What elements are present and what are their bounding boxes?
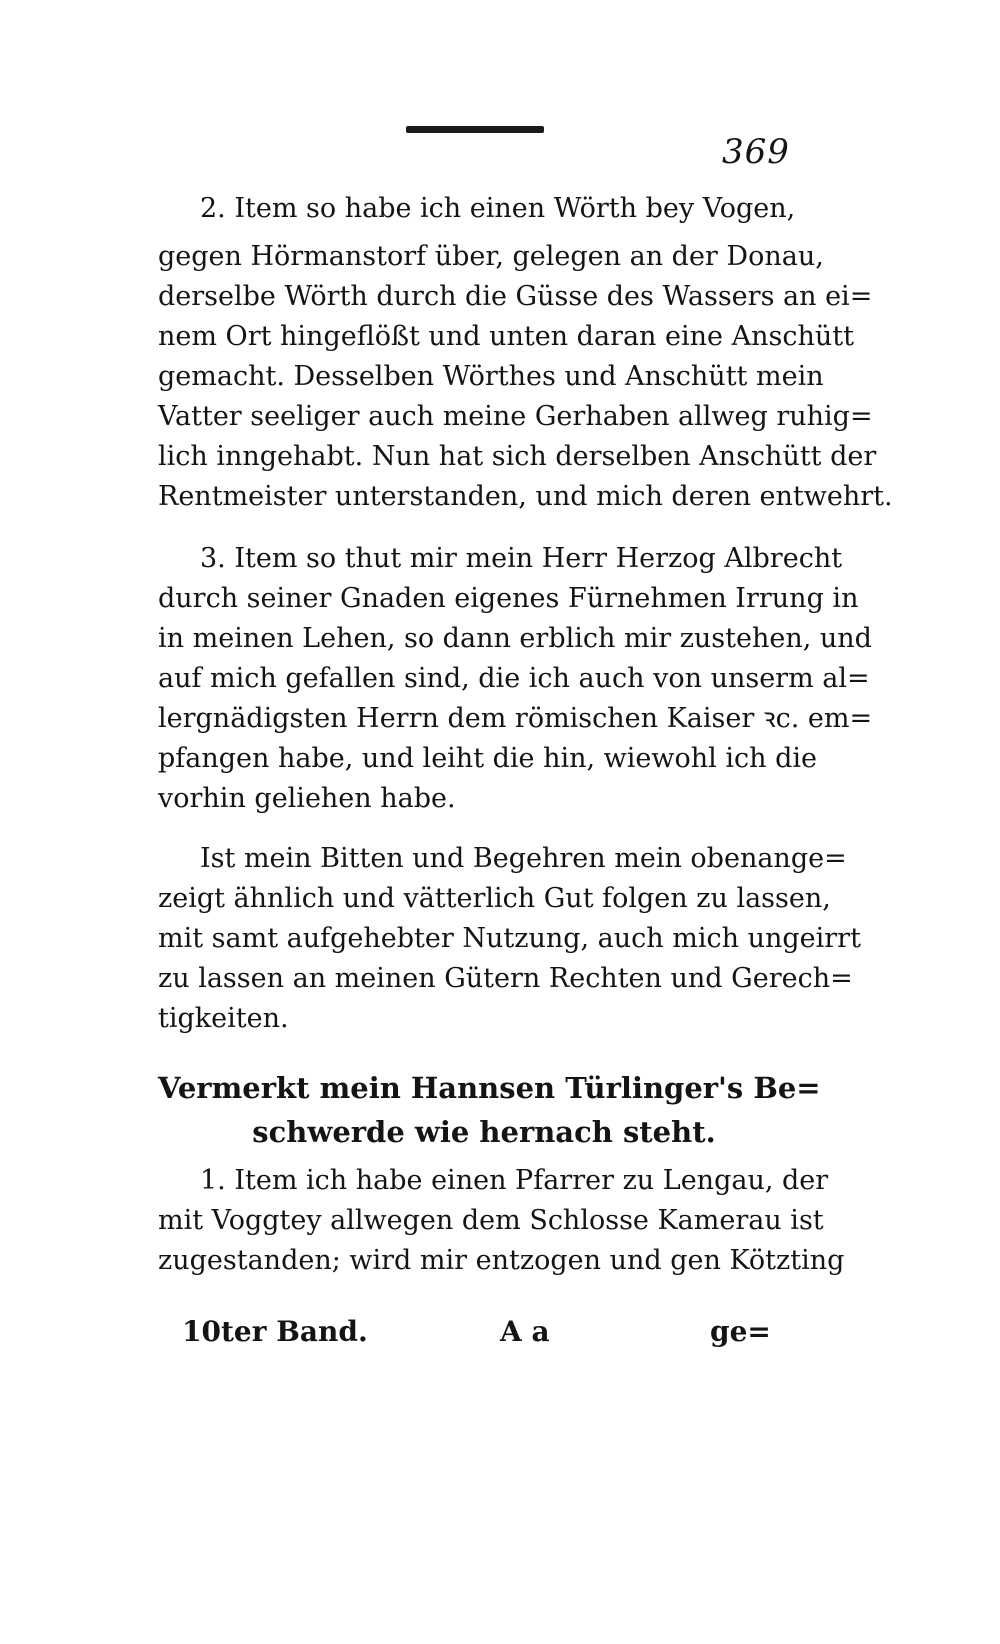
catchword: ge= bbox=[710, 1315, 771, 1348]
text-line: zu lassen an meinen Gütern Rechten und Gerech= bbox=[158, 963, 853, 994]
text-line: mit Voggtey allwegen dem Schlosse Kamerau ist bbox=[158, 1205, 824, 1236]
volume-label: 10ter Band. bbox=[182, 1315, 368, 1348]
text-line: Rentmeister unterstanden, und mich deren entwehrt. bbox=[158, 481, 893, 512]
text-line: Ist mein Bitten und Begehren mein obenange= bbox=[200, 843, 847, 874]
text-line: lich inngehabt. Nun hat sich derselben Anschütt der bbox=[158, 441, 877, 472]
section-heading: Vermerkt mein Hannsen Türlinger's Be= bbox=[158, 1071, 821, 1105]
text-line: vorhin geliehen habe. bbox=[158, 783, 456, 814]
text-line: durch seiner Gnaden eigenes Fürnehmen Irrung in bbox=[158, 583, 859, 614]
signature-mark: A a bbox=[500, 1315, 550, 1348]
header-rule bbox=[406, 126, 544, 133]
text-line: 3. Item so thut mir mein Herr Herzog Albrecht bbox=[200, 543, 843, 574]
text-line: 1. Item ich habe einen Pfarrer zu Lengau, der bbox=[200, 1165, 829, 1196]
text-line: mit samt aufgehebter Nutzung, auch mich ungeirrt bbox=[158, 923, 861, 954]
text-line: gegen Hörmanstorf über, gelegen an der Donau, bbox=[158, 241, 824, 272]
text-line: nem Ort hingeflößt und unten daran eine Anschütt bbox=[158, 321, 854, 352]
text-line: Vatter seeliger auch meine Gerhaben allweg ruhig= bbox=[158, 401, 873, 432]
text-line: zeigt ähnlich und vätterlich Gut folgen zu lassen, bbox=[158, 883, 831, 914]
text-line: derselbe Wörth durch die Güsse des Wassers an ei= bbox=[158, 281, 873, 312]
text-line: pfangen habe, und leiht die hin, wiewohl ich die bbox=[158, 743, 818, 774]
text-line: lergnädigsten Herrn dem römischen Kaiser ꝛc. em= bbox=[158, 703, 873, 734]
text-line: in meinen Lehen, so dann erblich mir zustehen, und bbox=[158, 623, 872, 654]
text-line: 2. Item so habe ich einen Wörth bey Vogen, bbox=[200, 193, 796, 224]
text-line: tigkeiten. bbox=[158, 1003, 289, 1034]
text-line: zugestanden; wird mir entzogen und gen Kötzting bbox=[158, 1245, 845, 1276]
text-line: gemacht. Desselben Wörthes und Anschütt mein bbox=[158, 361, 824, 392]
page-number: 369 bbox=[722, 132, 790, 172]
section-heading: schwerde wie hernach steht. bbox=[252, 1115, 716, 1149]
text-line: auf mich gefallen sind, die ich auch von unserm al= bbox=[158, 663, 870, 694]
